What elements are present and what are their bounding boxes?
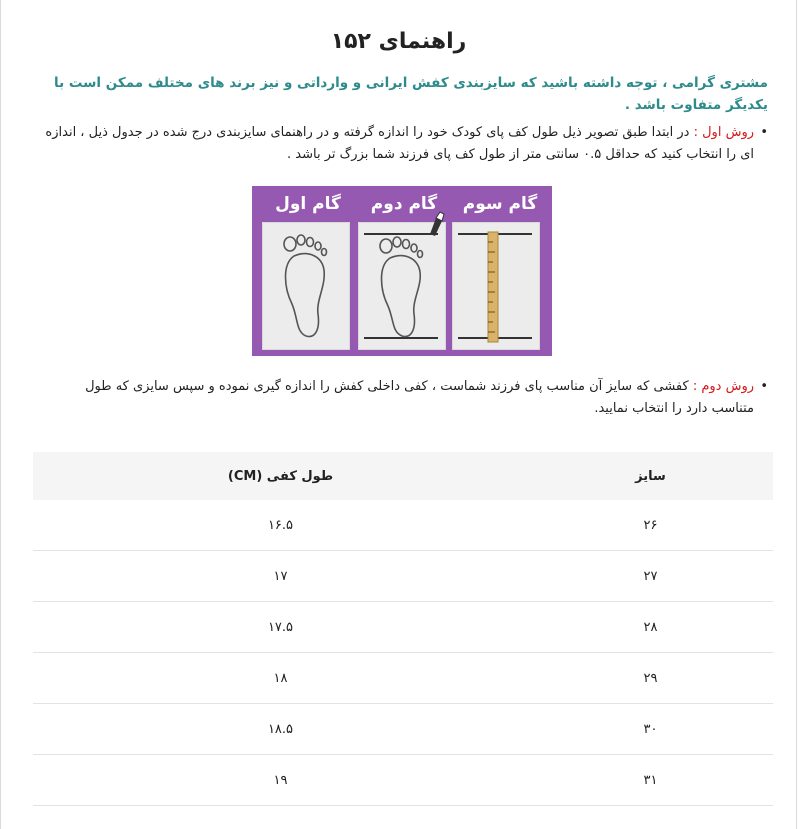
cell-length: ۱۷ xyxy=(33,551,528,602)
table-row xyxy=(33,500,773,551)
cell-size: ۲۸ xyxy=(528,602,773,653)
intro-text: مشتری گرامی ، توجه داشته باشید که سایزبندی کفش ایرانی و وارداتی و نیز برند های مختلف ممکن است با یکدیگر متفاوت باشد . xyxy=(54,75,768,113)
cell-size: ۳۱ xyxy=(528,755,773,806)
method-one-text: در ابتدا طبق تصویر ذیل طول کف پای کودک خود را اندازه گرفته و در راهنمای سایزبندی درج شده در جدول ذیل ، اندازه ای را انتخاب کنید که حداقل ۰.۵ سانتی متر از طول کف پای فرزند شما بزرگ تر باشد . xyxy=(45,125,754,162)
header-size: سایز xyxy=(528,452,773,500)
ruler-icon xyxy=(488,232,498,342)
table-row xyxy=(33,704,773,755)
method-two-text: کفشی که سایز آن مناسب پای فرزند شماست ، کفی داخلی کفش را اندازه گیری نموده و سپس سایزی که طول متناسب دارد را انتخاب نمایید. xyxy=(85,379,754,416)
table-header-row xyxy=(33,452,773,500)
method-two xyxy=(41,376,768,420)
bullet-icon: • xyxy=(760,125,768,140)
table-row xyxy=(33,602,773,653)
table-row xyxy=(33,551,773,602)
step-two-label: گام دوم xyxy=(370,194,438,214)
step-three-label: گام سوم xyxy=(462,194,538,214)
method-one-label: روش اول : xyxy=(693,125,754,140)
step-one-label: گام اول xyxy=(275,194,341,214)
cell-length: ۱۶.۵ xyxy=(33,500,528,551)
cell-size: ۲۶ xyxy=(528,500,773,551)
table-row xyxy=(33,653,773,704)
cell-size: ۳۰ xyxy=(528,704,773,755)
cell-size: ۲۷ xyxy=(528,551,773,602)
cell-length: ۱۷.۵ xyxy=(33,602,528,653)
pencil-icon xyxy=(430,212,444,236)
cell-length: ۱۹ xyxy=(33,755,528,806)
page-title: راهنمای ۱۵۲ xyxy=(330,29,467,54)
table-row xyxy=(33,755,773,806)
cell-length: ۱۸.۵ xyxy=(33,704,528,755)
method-two-label: روش دوم : xyxy=(692,379,754,394)
header-length: طول کفی (CM) xyxy=(33,452,528,500)
footprint-icon xyxy=(252,186,552,356)
method-one xyxy=(41,122,768,166)
cell-size: ۲۹ xyxy=(528,653,773,704)
bullet-icon: • xyxy=(760,379,768,394)
foot-measure-illustration xyxy=(252,186,552,356)
cell-length: ۱۸ xyxy=(33,653,528,704)
size-table xyxy=(33,452,773,806)
